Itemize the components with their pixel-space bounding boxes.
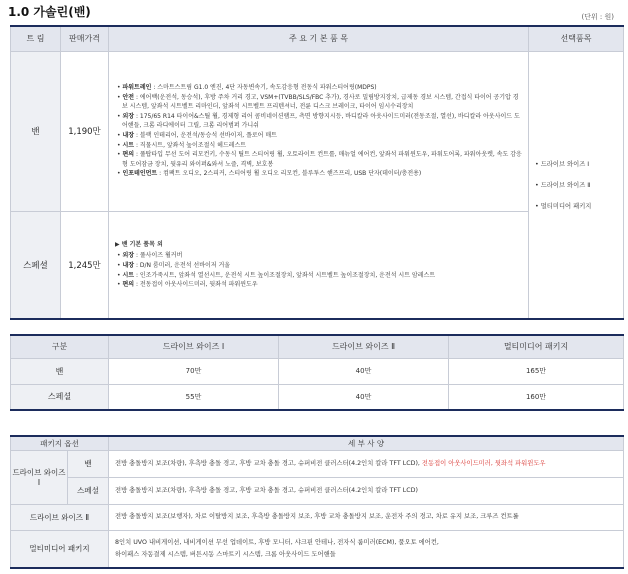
feature-row: • 안전 : 에어백(운전석, 동승석), 후방 주차 거리 경고, VSM+(TVBB/SLS/FBC 추가), 경사로 밀림방지장치, 급제동 경보 시스템, 간접식 타이어 공기압 경보 시스템, 앞좌석 시트벨트 리마인더, 앞좌석 시트벨트 프리텐셔너, 전륜 디스크 브레이크, 타이어 임시수리장치: [117, 93, 519, 111]
price-cell: 40만: [279, 358, 449, 384]
dw1-label: 드라이브 와이즈 Ⅰ: [11, 450, 68, 504]
header-detail: 세 부 사 양: [109, 436, 624, 450]
feature-row: • 외장 : 175/65 R14 타이어&스틸 휠, 경제형 리어 콤비네이션램프, 측면 방향지시등, 바디칼라 아웃사이드미러(전동조절, 열선), 바디칼라 아웃사이드 도어핸들, 크롬 라디에이터 그릴, 크롬 리어범퍼 가니쉬: [117, 112, 520, 130]
price-cell: 70만: [109, 358, 279, 384]
header-price: 판매가격: [61, 26, 109, 51]
header-multimedia: 멀티미디어 패키지: [449, 335, 624, 358]
dw1-special-label: 스페셜: [68, 477, 109, 504]
feature-row: • 내장 : 블랙 인테리어, 운전석/동승석 선바이저, 플로어 매트: [117, 132, 277, 139]
price-cell: 160만: [449, 384, 624, 410]
van-features: [109, 51, 529, 211]
price-cell: 40만: [279, 384, 449, 410]
dw1-van-label: 밴: [68, 450, 109, 477]
feature-row: • 편의 : 풀탑타입 무선 도어 리모컨키, 수동식 틸트 스티어링 휠, 오토라이트 컨트롤, 매뉴얼 에어컨, 앞좌석 파워윈도우, 파워도어록, 파워아웃렛, 속도 감응형 도어잠금 장치, 뒷유리 와이퍼&와셔 노즐, 격벽, 보호봉: [117, 151, 522, 168]
package-detail-table: [10, 435, 624, 569]
trim-special: 스페셜: [11, 211, 61, 319]
dw2-detail: 전방 충돌방지 보조(보행자), 차로 이탈방지 보조, 후측방 충돌방지 보조, 후방 교차 충돌방지 보조, 운전자 주의 경고, 차로 유지 보조, 크루즈 컨트롤: [109, 504, 624, 530]
trim-van: 밴: [11, 51, 61, 211]
header-category: 구분: [11, 335, 109, 358]
dw1-van-extra: 전동접이 아웃사이드미러, 뒷좌석 파워윈도우: [421, 459, 546, 467]
header-trim: 트 림: [11, 26, 61, 51]
price-special: 1,245만: [61, 211, 109, 319]
row-label-van: 밴: [11, 358, 109, 384]
price-cell: 55만: [109, 384, 279, 410]
special-heading: ▶ 밴 기본 품목 외: [115, 240, 163, 248]
feature-row: • 파워트레인 : 스마트스트림 G1.0 엔진, 4단 자동변속기, 속도감응형 전동식 파워스티어링(MDPS): [117, 84, 377, 92]
dw2-label: 드라이브 와이즈 Ⅱ: [11, 504, 109, 530]
special-features: [109, 211, 529, 319]
header-features: 주 요 기 본 품 목: [109, 26, 529, 51]
row-label-special: 스페셜: [11, 384, 109, 410]
feature-row: • 인포테인먼트 : 컴팩트 오디오, 2스피커, 스티어링 휠 오디오 리모컨, 블루투스 핸즈프리, USB 단자(데이터/충전용): [117, 170, 422, 178]
option-price-table: [10, 334, 624, 411]
header-package: 패키지 옵션: [11, 436, 109, 450]
option-item: • 드라이브 와이즈 Ⅱ: [535, 182, 591, 190]
option-item: • 드라이브 와이즈 Ⅰ: [535, 161, 590, 169]
header-dw1: 드라이브 와이즈 Ⅰ: [109, 335, 279, 358]
header-options: 선택품목: [529, 26, 624, 51]
multimedia-label: 멀티미디어 패키지: [11, 530, 109, 568]
feature-row: • 편의 : 전동접이 아웃사이드미러, 뒷좌석 파워윈도우: [117, 281, 258, 289]
header-dw2: 드라이브 와이즈 Ⅱ: [279, 335, 449, 358]
feature-row: • 시트 : 인조가죽시트, 앞좌석 열선시트, 운전석 시트 높이조절장치, 앞좌석 시트벨트 높이조절장치, 운전석 시트 암레스트: [117, 271, 436, 279]
unit-label: (단위 : 원): [581, 13, 614, 21]
feature-row: • 외장 : 풀사이즈 휠커버: [117, 252, 183, 260]
feature-row: • 내장 : D/N 룸미러, 운전석 선바이저 거울: [117, 261, 231, 269]
option-item: • 멀티미디어 패키지: [535, 203, 592, 211]
feature-row: • 시트 : 직물시트, 앞좌석 높이조절식 헤드레스트: [117, 141, 247, 149]
multimedia-detail: 8인치 UVO 내비게이션, 내비게이션 무선 업데이트, 후방 모니터, 샤크핀 안테나, 전자식 룸미러(ECM), 풀오토 에어컨, 하이패스 자동결제 시스템, 버튼시동 스마트키 시스템, 크롬 아웃사이드 도어핸들: [109, 530, 624, 568]
price-cell: 165만: [449, 358, 624, 384]
dw1-special-detail: 전방 충돌방지 보조(차량), 후측방 충돌 경고, 후방 교차 충돌 경고, 슈퍼비전 클러스터(4.2인치 칼라 TFT LCD): [109, 477, 624, 504]
page-title: 1.0 가솔린(밴): [8, 5, 91, 19]
trim-table: [10, 25, 624, 320]
price-van: 1,190만: [61, 51, 109, 211]
dw1-van-detail: 전방 충돌방지 보조(차량), 후측방 충돌 경고, 후방 교차 충돌 경고, 슈퍼비전 클러스터(4.2인치 칼라 TFT LCD), 전동접이 아웃사이드미러, 뒷좌석 파워윈도우: [109, 450, 624, 477]
options-list: [529, 51, 624, 319]
